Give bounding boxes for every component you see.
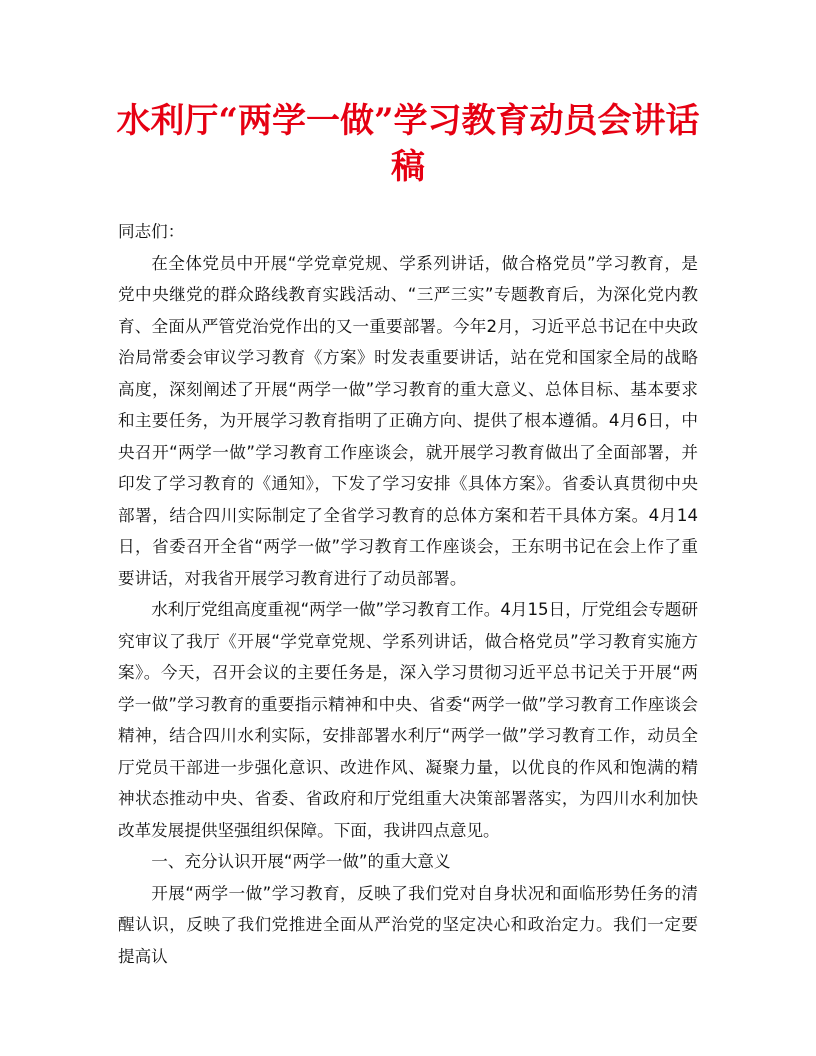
section-heading-1: 一、充分认识开展“两学一做”的重大意义	[151, 852, 451, 871]
paragraph-intro: 在全体党员中开展“学党章党规、学系列讲话，做合格党员”学习教育，是党中央继党的群众路线教育实践活动、“三严三实”专题教育后，为深化党内教育、全面从严管党治党作出的又一重要部署。今年2月，习近平总书记在中央政治局常委会审议学习教育《方案》时发表重要讲话，站在党和国家全局的战略高度，深刻阐述了开展“两学一做”学习教育的重大意义、总体目标、基本要求和主要任务，为开展学习教育指明了正确方向、提供了根本遵循。4月6日，中央召开“两学一做”学习教育工作座谈会，就开展学习教育做出了全面部署，并印发了学习教育的《通知》，下发了学习安排《具体方案》。省委认真贯彻中央部署，结合四川实际制定了全省学习教育的总体方案和若干具体方案。4月14日，省委召开全省“两学一做”学习教育工作座谈会，王东明书记在会上作了重要讲话，对我省开展学习教育进行了动员部署。	[118, 253, 698, 588]
document-title: 水利厅“两学一做”学习教育动员会讲话稿	[116, 101, 700, 187]
paragraph-department: 水利厅党组高度重视“两学一做”学习教育工作。4月15日，厅党组会专题研究审议了我厅《开展“学党章党规、学系列讲话，做合格党员”学习教育实施方案》。今天，召开会议的主要任务是，深入学习贯彻习近平总书记关于开展“两学一做”学习教育的重要指示精神和中央、省委“两学一做”学习教育工作座谈会精神，结合四川水利实际，安排部署水利厅“两学一做”学习教育工作，动员全厅党员干部进一步强化意识、改进作风、凝聚力量，以优良的作风和饱满的精神状态推动中央、省委、省政府和厅党组重大决策部署落实，为四川水利加快改革发展提供坚强组织保障。下面，我讲四点意见。	[118, 600, 698, 840]
document-body	[118, 216, 698, 972]
paragraph-section-1: 开展“两学一做”学习教育，反映了我们党对自身状况和面临形势任务的清醒认识，反映了我们党推进全面从严治党的坚定决心和政治定力。我们一定要提高认	[118, 883, 698, 966]
salutation: 同志们：	[118, 222, 185, 241]
